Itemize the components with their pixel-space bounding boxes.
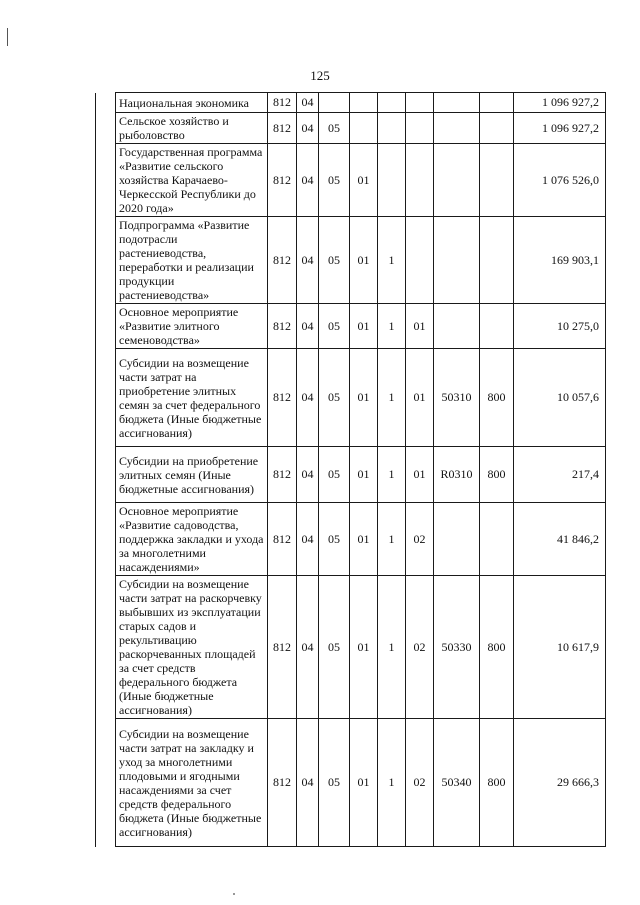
p1-cell: 01 [350,217,378,304]
row-margin-cell [96,719,116,847]
ved-cell: 812 [268,93,297,113]
row-margin-cell [96,447,116,503]
p2-cell: 1 [378,304,406,349]
item-name-cell: Субсидии на возмещение части затрат на раскорчевку выбывших из эксплуатации старых садов и рекультивацию раскорчеванных площадей за счет средств федерального бюджета (Иные бюджетные ассигнования) [116,576,268,719]
p2-cell: 1 [378,349,406,447]
vr-cell: 800 [480,349,514,447]
ved-cell: 812 [268,576,297,719]
p4-cell: R0310 [434,447,480,503]
sum-cell: 1 096 927,2 [514,93,606,113]
table-row [96,576,606,719]
sum-cell: 169 903,1 [514,217,606,304]
page-number: 125 [310,68,330,83]
sum-cell: 217,4 [514,447,606,503]
pr-cell: 05 [319,217,350,304]
sum-cell: 41 846,2 [514,503,606,576]
p4-cell [434,144,480,217]
p3-cell [406,113,434,144]
item-name-cell: Подпрограмма «Развитие подотрасли растениеводства, переработки и реализации продукции растениеводства» [116,217,268,304]
p1-cell [350,93,378,113]
item-name-cell: Основное мероприятие «Развитие элитного семеноводства» [116,304,268,349]
rz-cell: 04 [297,576,319,719]
sum-cell: 10 617,9 [514,576,606,719]
p2-cell: 1 [378,447,406,503]
p2-cell [378,113,406,144]
p4-cell [434,304,480,349]
p3-cell: 01 [406,447,434,503]
rz-cell: 04 [297,144,319,217]
p3-cell [406,217,434,304]
p2-cell [378,93,406,113]
p2-cell: 1 [378,576,406,719]
p2-cell: 1 [378,719,406,847]
rz-cell: 04 [297,304,319,349]
pr-cell: 05 [319,447,350,503]
scan-edge-mark [7,28,8,46]
p3-cell: 02 [406,503,434,576]
pr-cell: 05 [319,503,350,576]
pr-cell: 05 [319,719,350,847]
pr-cell: 05 [319,576,350,719]
ved-cell: 812 [268,503,297,576]
vr-cell [480,113,514,144]
pr-cell: 05 [319,349,350,447]
p1-cell [350,113,378,144]
row-margin-cell [96,349,116,447]
row-margin-cell [96,503,116,576]
rz-cell: 04 [297,93,319,113]
p3-cell: 02 [406,719,434,847]
item-name-cell: Субсидии на возмещение части затрат на закладку и уход за многолетними плодовыми и ягодными насаждениями за счет средств федерального бюджета (Иные бюджетные ассигнования) [116,719,268,847]
row-margin-cell [96,93,116,113]
p1-cell: 01 [350,304,378,349]
item-name-cell: Субсидии на возмещение части затрат на приобретение элитных семян за счет федерального бюджета (Иные бюджетные ассигнования) [116,349,268,447]
sum-cell: 10 275,0 [514,304,606,349]
p1-cell: 01 [350,144,378,217]
p2-cell [378,144,406,217]
row-margin-cell [96,304,116,349]
ved-cell: 812 [268,447,297,503]
rz-cell: 04 [297,349,319,447]
pr-cell: 05 [319,304,350,349]
table-row [96,349,606,447]
ved-cell: 812 [268,304,297,349]
p3-cell: 02 [406,576,434,719]
p4-cell [434,503,480,576]
stray-dot [233,893,235,895]
table-row [96,719,606,847]
vr-cell: 800 [480,719,514,847]
item-name-cell: Национальная экономика [116,93,268,113]
row-margin-cell [96,576,116,719]
p4-cell [434,217,480,304]
table-row [96,447,606,503]
p4-cell: 50310 [434,349,480,447]
pr-cell: 05 [319,144,350,217]
p4-cell [434,113,480,144]
row-margin-cell [96,144,116,217]
vr-cell [480,503,514,576]
vr-cell [480,304,514,349]
vr-cell [480,144,514,217]
p4-cell: 50340 [434,719,480,847]
pr-cell [319,93,350,113]
item-name-cell: Сельское хозяйство и рыболовство [116,113,268,144]
rz-cell: 04 [297,217,319,304]
ved-cell: 812 [268,349,297,447]
item-name-cell: Основное мероприятие «Развитие садоводства, поддержка закладки и ухода за многолетними насаждениями» [116,503,268,576]
table-row [96,503,606,576]
vr-cell [480,217,514,304]
p3-cell: 01 [406,304,434,349]
rz-cell: 04 [297,719,319,847]
rz-cell: 04 [297,503,319,576]
p2-cell: 1 [378,503,406,576]
table-row [96,304,606,349]
table-body [96,93,606,847]
p3-cell [406,144,434,217]
p4-cell [434,93,480,113]
rz-cell: 04 [297,113,319,144]
sum-cell: 1 096 927,2 [514,113,606,144]
row-margin-cell [96,217,116,304]
ved-cell: 812 [268,217,297,304]
p3-cell: 01 [406,349,434,447]
sum-cell: 29 666,3 [514,719,606,847]
p1-cell: 01 [350,503,378,576]
p1-cell: 01 [350,447,378,503]
item-name-cell: Субсидии на приобретение элитных семян (Иные бюджетные ассигнования) [116,447,268,503]
p4-cell: 50330 [434,576,480,719]
p1-cell: 01 [350,719,378,847]
p1-cell: 01 [350,576,378,719]
budget-table [95,92,606,847]
vr-cell [480,93,514,113]
ved-cell: 812 [268,113,297,144]
row-margin-cell [96,113,116,144]
table-row [96,113,606,144]
ved-cell: 812 [268,719,297,847]
table-row [96,217,606,304]
p2-cell: 1 [378,217,406,304]
vr-cell: 800 [480,447,514,503]
sum-cell: 10 057,6 [514,349,606,447]
table-row [96,144,606,217]
pr-cell: 05 [319,113,350,144]
item-name-cell: Государственная программа «Развитие сельского хозяйства Карачаево-Черкесской Республики до 2020 года» [116,144,268,217]
p1-cell: 01 [350,349,378,447]
table-row [96,93,606,113]
rz-cell: 04 [297,447,319,503]
vr-cell: 800 [480,576,514,719]
ved-cell: 812 [268,144,297,217]
p3-cell [406,93,434,113]
sum-cell: 1 076 526,0 [514,144,606,217]
